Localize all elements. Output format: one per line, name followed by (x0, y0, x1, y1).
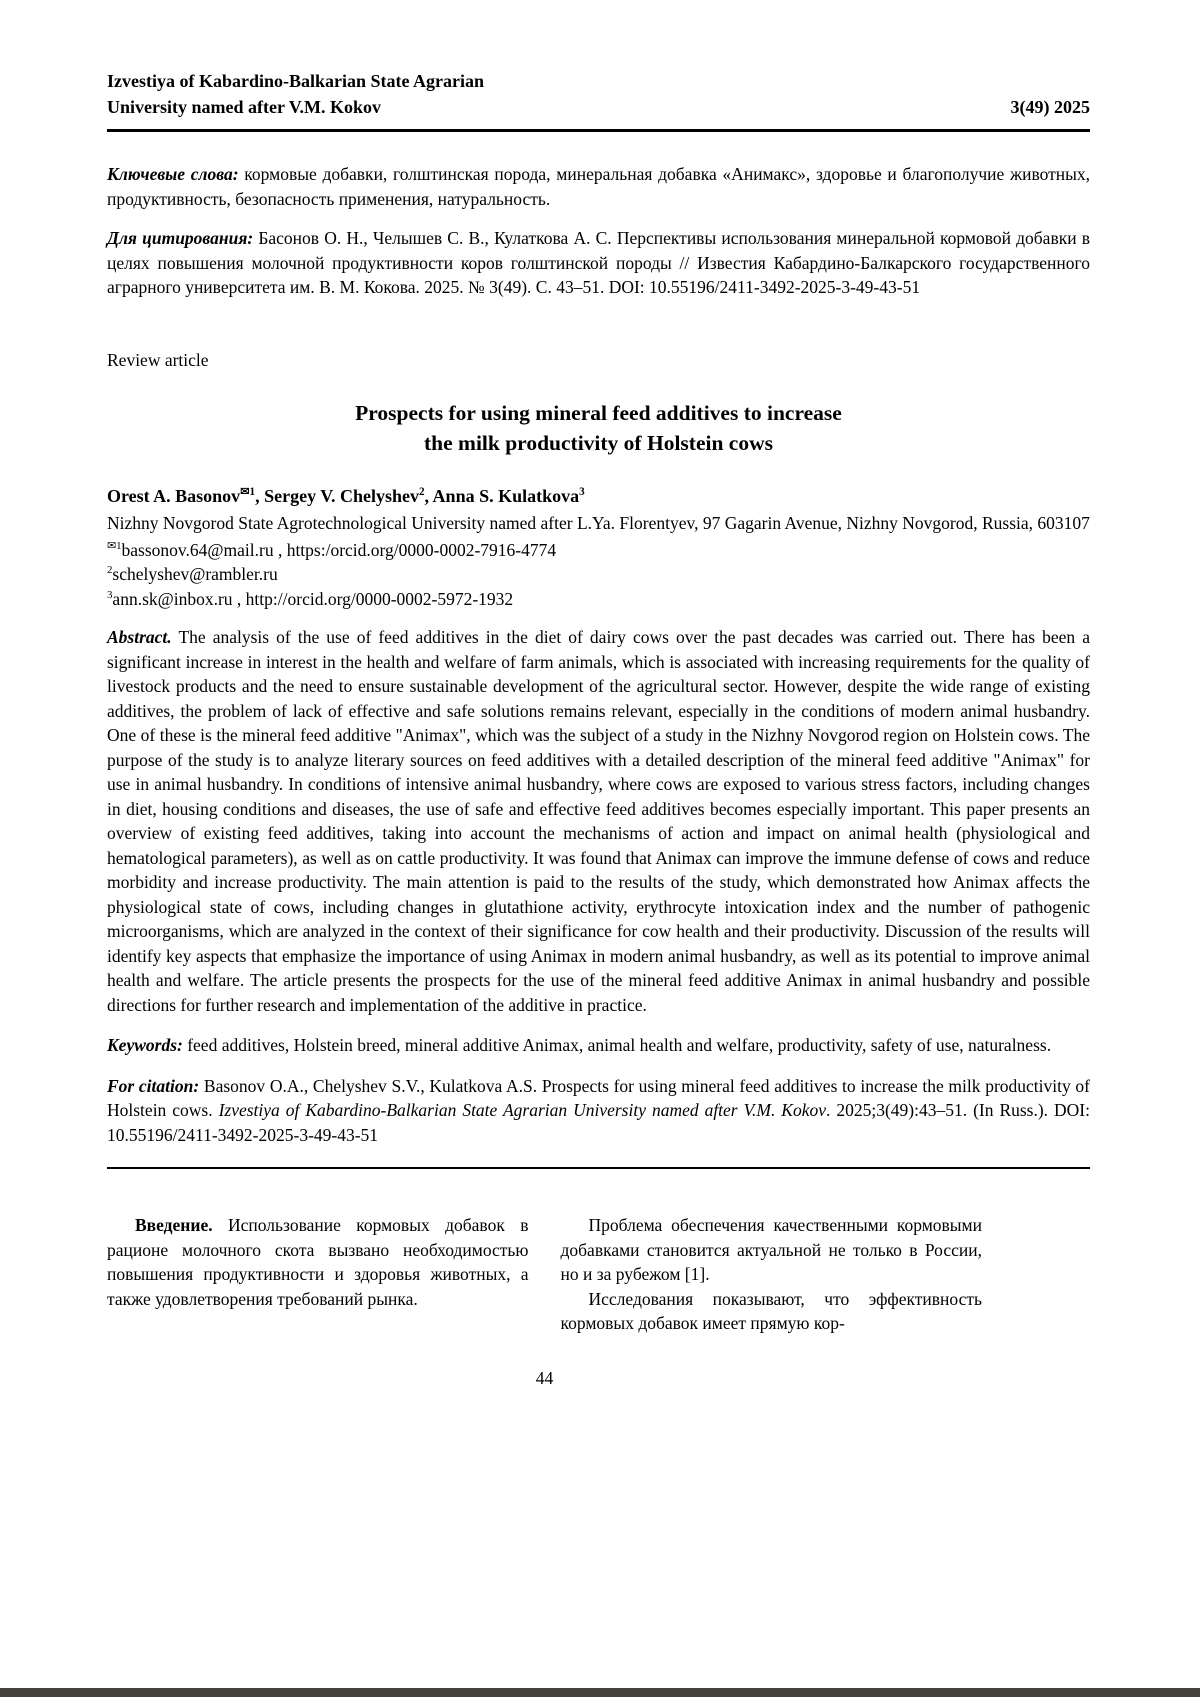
abstract-label: Abstract. (107, 627, 172, 648)
journal-header-row2 (107, 94, 1090, 120)
affiliation: Nizhny Novgorod State Agrotechnological University named after L.Ya. Florentyev, 97 Gagarin Avenue, Nizhny Novgorod, Russia, 603107 (107, 513, 1090, 534)
body-paragraph-2: Исследования показывают, что эффективность кормовых добавок имеет прямую кор- (560, 1288, 982, 1334)
contact-3-text: ann.sk@inbox.ru , http://orcid.org/0000-0002-5972-1932 (112, 588, 514, 609)
citation-en-part1: Basonov O.A., Chelyshev S.V., Kulatkova A.S. Prospects for using mineral feed additives to increase the milk productivity of Holstein cows. (107, 1075, 1090, 1121)
journal-name-line2: University named after V.M. Kokov (107, 97, 381, 117)
two-column-body (107, 1213, 982, 1336)
keywords-ru-text: кормовые добавки, голштинская порода, минеральная добавка «Анимакс», здоровье и благополучие животных, продуктивность, безопасность применения, натуральность. (107, 164, 1090, 209)
author-2: , Sergey V. Chelyshev (255, 486, 419, 507)
citation-ru-text: Басонов О. Н., Челышев С. В., Кулаткова А. С. Перспективы использования минеральной кормовой добавки в целях повышения молочной продуктивности коров голштинской породы // Известия Кабардино-Балкарского государственного аграрного университета им. В. М. Кокова. 2025. № 3(49). С. 43–51. DOI: 10.55196/2411-3492-2025-3-49-43-51 (107, 228, 1091, 297)
keywords-en-text: feed additives, Holstein breed, mineral additive Animax, animal health and welfare, productivity, safety of use, naturalness. (187, 1035, 1052, 1056)
citation-ru-paragraph (107, 226, 1090, 300)
page-content (107, 0, 1090, 1390)
introduction-lead: Введение. (135, 1215, 213, 1236)
author-3-sup: 3 (579, 486, 585, 499)
author-1: Orest A. Basonov (107, 486, 241, 507)
contact-line-2 (107, 562, 1090, 587)
author-3: , Anna S. Kulatkova (424, 486, 580, 507)
contact-line-3 (107, 587, 1090, 612)
contact-2-text: schelyshev@rambler.ru (112, 564, 278, 585)
article-title-line1: Prospects for using mineral feed additives to increase (355, 401, 842, 425)
article-type: Review article (107, 349, 209, 370)
citation-en-paragraph (107, 1074, 1090, 1148)
page-number: 44 (535, 1367, 554, 1388)
citation-en-part2: . 2025;3(49):43–51. (In Russ.). DOI: 10.55196/2411-3492-2025-3-49-43-51 (107, 1100, 1090, 1145)
section-divider (107, 1167, 1090, 1169)
contact-2-sup: 2 (107, 564, 113, 577)
left-column (107, 1213, 529, 1336)
contact-line-1 (107, 538, 1090, 563)
keywords-en-label: Keywords: (107, 1035, 183, 1056)
introduction-paragraph (107, 1213, 529, 1311)
issue-number: 3(49) 2025 (1010, 97, 1090, 117)
page-bottom-edge (0, 1688, 1200, 1697)
right-column (561, 1213, 983, 1336)
article-title (107, 398, 1090, 458)
citation-en-journal: Izvestiya of Kabardino-Balkarian State Agrarian University named after V.M. Kokov (218, 1100, 827, 1121)
journal-name-line1: Izvestiya of Kabardino-Balkarian State Agrarian (107, 71, 484, 91)
header-rule (107, 129, 1090, 132)
citation-en-label: For citation: (107, 1075, 200, 1096)
body-paragraph-1: Проблема обеспечения качественными кормовыми добавками становится актуальной не только в России, но и за рубежом [1]. (560, 1215, 982, 1285)
article-title-line2: the milk productivity of Holstein cows (424, 431, 773, 456)
author-contacts (107, 538, 1090, 612)
abstract-paragraph (107, 625, 1090, 1017)
contact-1-text: bassonov.64@mail.ru , https:/orcid.org/0000-0002-7916-4774 (121, 539, 557, 560)
keywords-ru-label: Ключевые слова: (107, 164, 239, 184)
authors-line (107, 484, 1090, 509)
contact-1-sup: ✉1 (107, 540, 122, 553)
abstract-text: The analysis of the use of feed additives in the diet of dairy cows over the past decades was carried out. There has been a significant increase in interest in the health and welfare of farm animals, which is associated with increasing requirements for the quality of livestock products and the need to ensure sustainable development of the agricultural sector. However, despite the wide range of existing additives, the problem of lack of effective and safe solutions remains relevant, especially in the conditions of modern animal husbandry. One of these is the mineral feed additive "Animax", which was the subject of a study in the Nizhny Novgorod region on Holstein cows. The purpose of the study is to analyze literary sources on feed additives with a detailed description of the mineral feed additive "Animax" for use in animal husbandry. In conditions of intensive animal husbandry, where cows are exposed to various stress factors, including changes in diet, housing conditions and diseases, the use of safe and effective feed additives becomes especially important. This paper presents an overview of existing feed additives, taking into account the mechanisms of action and impact on animal health (physiological and hematological parameters), as well as on cattle productivity. It was found that Animax can improve the immune defense of cows and reduce morbidity and increase productivity. The main attention is paid to the results of the study, which demonstrated how Animax affects the physiological state of cows, including changes in glutathione activity, erythrocyte intoxication index and the number of pathogenic microorganisms, which are analyzed in the context of their significance for cow health and their productivity. Discussion of the results will identify key aspects that emphasize the importance of using Animax in modern animal husbandry, as well as its potential to improve animal health and welfare. The article presents the prospects for the use of the mineral feed additive Animax in animal husbandry and possible directions for further research and implementation of the additive in practice. (107, 627, 1090, 1015)
contact-3-sup: 3 (107, 589, 113, 602)
journal-header (107, 68, 1090, 132)
author-1-sup: ✉1 (240, 486, 256, 499)
author-2-sup: 2 (418, 486, 425, 499)
keywords-en-paragraph (107, 1033, 1090, 1058)
citation-ru-label: Для цитирования: (107, 228, 254, 248)
keywords-ru-paragraph (107, 162, 1090, 211)
introduction-text: Использование кормовых добавок в рационе молочного скота вызвано необходимостью повышения продуктивности и здоровья животных, а также удовлетворения требований рынка. (107, 1215, 529, 1309)
